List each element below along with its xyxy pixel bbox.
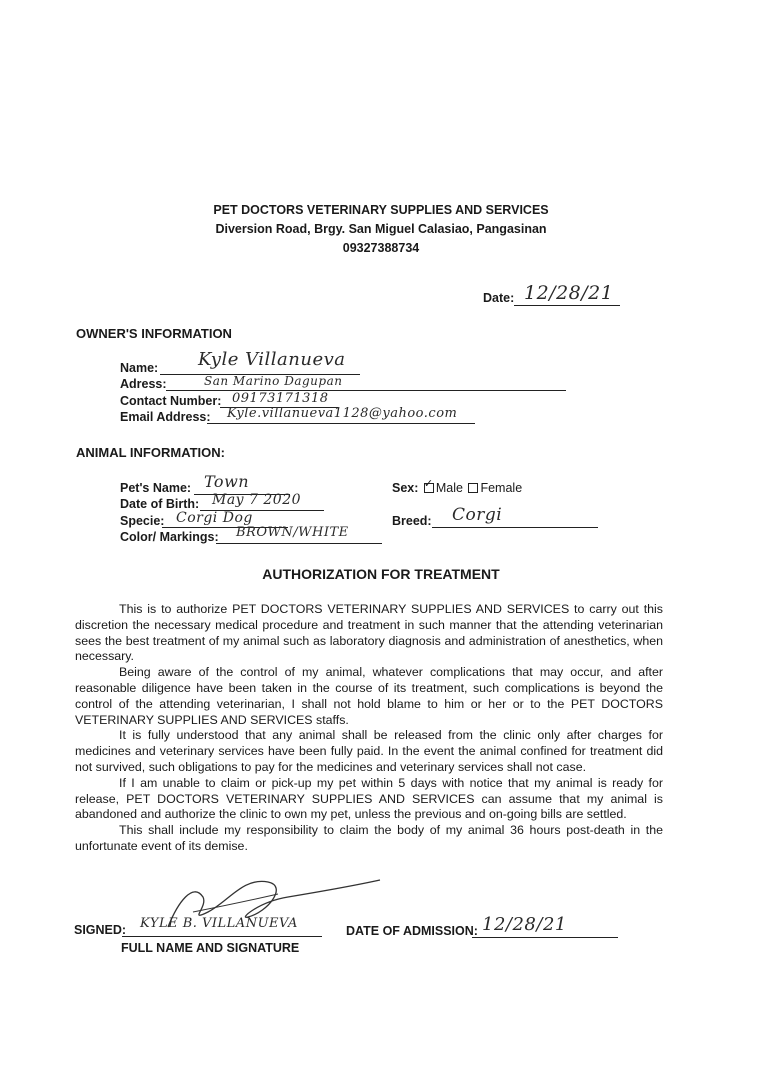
authorization-body: [75, 602, 663, 855]
color-line: [216, 543, 382, 544]
owner-name-value: Kyle Villanueva: [198, 349, 346, 370]
sex-field: [392, 478, 523, 495]
admission-value: 12/28/21: [482, 914, 567, 935]
breed-label: Breed:: [392, 514, 432, 528]
owner-name-label: Name:: [120, 361, 159, 375]
signed-value: KYLE B. VILLANUEVA: [140, 916, 298, 931]
sex-male-checkbox[interactable]: [423, 478, 434, 493]
authorization-paragraph: This shall include my responsibility to claim the body of my animal 36 hours post-death in the unfortunate event of its demise.: [75, 823, 663, 853]
sex-label: Sex:: [392, 481, 419, 495]
sex-male-label: Male: [435, 481, 463, 495]
sex-female-checkbox[interactable]: [468, 483, 478, 493]
owner-contact-value: 09173171318: [232, 391, 329, 406]
admission-line: [472, 937, 618, 938]
date-label: Date:: [483, 291, 515, 305]
pet-name-label: Pet's Name:: [120, 481, 192, 495]
breed-value: Corgi: [452, 505, 503, 525]
authorization-paragraph: It is fully understood that any animal shall be released from the clinic only after charges for medicines and veterinary services have been fully paid. In the event the animal confined for treatment did not survived, such obligations to pay for the medicines and veterinary services shall not case.: [75, 728, 663, 774]
clinic-address: Diversion Road, Brgy. San Miguel Calasiao, Pangasinan: [215, 222, 547, 236]
specie-value: Corgi Dog: [176, 510, 253, 526]
sex-female-label: Female: [480, 481, 523, 495]
specie-label: Specie:: [120, 514, 165, 528]
signed-line: [122, 936, 322, 937]
clinic-phone: 09327388734: [342, 241, 420, 255]
animal-heading: ANIMAL INFORMATION:: [76, 445, 225, 460]
owner-email-line: [207, 423, 475, 424]
dob-value: May 7 2020: [212, 492, 302, 508]
signature-caption: FULL NAME AND SIGNATURE: [121, 941, 300, 955]
authorization-title: AUTHORIZATION FOR TREATMENT: [262, 566, 500, 582]
admission-label: DATE OF ADMISSION:: [346, 924, 478, 938]
authorization-paragraph: This is to authorize PET DOCTORS VETERINARY SUPPLIES AND SERVICES to carry out this discretion the necessary medical procedure and treatment in such manner that the attending veterinarian sees the best treatment of my animal such as laboratory diagnosis and administration of anesthetics, when necessary.: [75, 602, 663, 664]
color-label: Color/ Markings:: [120, 530, 219, 544]
owner-address-label: Adress:: [120, 377, 167, 391]
clinic-name: PET DOCTORS VETERINARY SUPPLIES AND SERVICES: [213, 203, 549, 217]
pet-name-value: Town: [204, 472, 250, 491]
date-line: [514, 305, 620, 306]
owner-contact-label: Contact Number:: [120, 394, 222, 408]
owner-heading: OWNER'S INFORMATION: [76, 326, 232, 341]
authorization-paragraph: If I am unable to claim or pick-up my pet within 5 days with notice that my animal is ready for release, PET DOCTORS VETERINARY SUPPLIES AND SERVICES can assume that my animal is abandoned and authorize the clinic to own my pet, unless the previous and on-going bills are settled.: [75, 775, 663, 822]
owner-email-label: Email Address:: [120, 410, 211, 424]
dob-label: Date of Birth:: [120, 497, 200, 511]
authorization-paragraph: Being aware of the control of my animal, whatever complications that may occur, and after reasonable diligence have been taken in the course of its treatment, such complications is beyond the control of the attending veterinarian, I shall not hold blame to him or her or to the PET DOCTORS VETERINARY SUPPLIES AND SERVICES staffs.: [75, 665, 663, 727]
owner-address-value: San Marino Dagupan: [204, 374, 343, 388]
owner-email-value: Kyle.villanueva1128@yahoo.com: [227, 406, 458, 421]
signed-label: SIGNED:: [74, 923, 127, 937]
date-value: 12/28/21: [524, 282, 614, 304]
breed-line: [432, 527, 598, 528]
color-value: BROWN/WHITE: [236, 525, 349, 540]
check-icon: ✓: [423, 478, 434, 490]
owner-address-line: [166, 390, 566, 391]
